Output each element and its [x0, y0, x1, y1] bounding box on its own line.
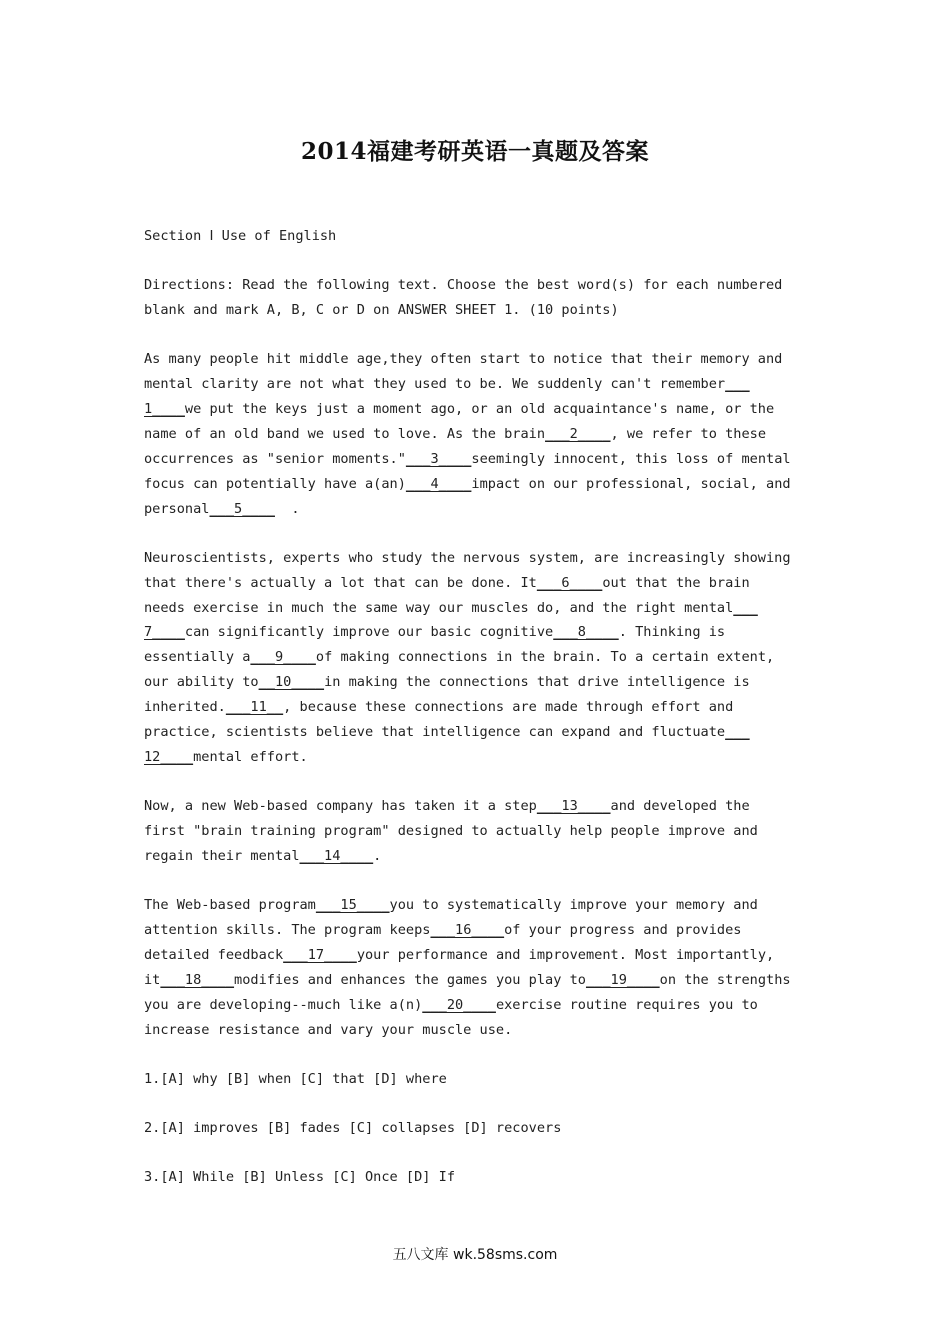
answer-blank: 12____ [144, 748, 194, 765]
answer-blank: ___5____ [209, 500, 275, 517]
answer-blank: ___ [725, 724, 750, 741]
text-line [144, 1067, 824, 1092]
question-1 [144, 1067, 824, 1092]
text-segment: The Web-based program [144, 897, 316, 914]
text-segment: mental effort. [193, 748, 308, 765]
text-segment: can significantly improve our basic cognitive [184, 624, 554, 641]
text-segment: attention skills. The program keeps [144, 921, 431, 938]
text-segment: impact on our professional, social, and [471, 475, 791, 492]
paragraph-spacer [144, 1042, 824, 1066]
text-line [144, 298, 824, 323]
text-segment: modifies and enhances the games you play to [234, 971, 586, 988]
text-segment: personal [144, 500, 210, 517]
answer-blank: ___ [725, 376, 750, 393]
paragraph-spacer [144, 869, 824, 893]
text-line [144, 794, 824, 819]
document-body [144, 224, 824, 1190]
answer-blank: ___8____ [553, 624, 619, 641]
text-line [144, 273, 824, 298]
text-line [144, 844, 824, 869]
text-segment: name of an old band we used to love. As the brain [144, 425, 546, 442]
paragraph-spacer [144, 1092, 824, 1116]
text-line [144, 347, 824, 372]
text-segment: 1.[A] why [B] when [C] that [D] where [144, 1070, 447, 1087]
text-line [144, 695, 824, 720]
text-segment: practice, scientists believe that intelligence can expand and fluctuate [144, 724, 726, 741]
paragraph-spacer [144, 323, 824, 347]
text-line [144, 1018, 824, 1043]
text-segment: you are developing--much like a(n) [144, 996, 423, 1013]
text-segment: our ability to [144, 674, 259, 691]
passage-paragraph-4 [144, 893, 824, 1042]
document-title: 2014福建考研英语一真题及答案 [300, 138, 649, 165]
answer-blank: ___ [733, 599, 758, 616]
text-line [144, 422, 824, 447]
text-line [144, 397, 824, 422]
text-line [144, 497, 824, 522]
text-line [144, 571, 824, 596]
text-line [144, 372, 824, 397]
text-segment: first "brain training program" designed to actually help people improve and [144, 823, 758, 839]
text-line [144, 447, 824, 472]
answer-blank: ___16____ [430, 921, 505, 938]
paragraph-spacer [144, 1141, 824, 1165]
text-segment: Now, a new Web-based company has taken it a step [144, 798, 537, 815]
text-segment: you to systematically improve your memory and [389, 897, 758, 914]
text-line [144, 546, 824, 571]
text-segment: detailed feedback [144, 946, 284, 963]
text-segment: , because these connections are made through effort and [283, 699, 734, 716]
text-line [144, 968, 824, 993]
text-segment: Section Ⅰ Use of English [144, 228, 337, 244]
answer-blank: ___13____ [536, 798, 611, 815]
text-segment: seemingly innocent, this loss of mental [471, 450, 791, 467]
text-segment: needs exercise in much the same way our muscles do, and the right mental [144, 599, 734, 616]
text-segment: regain their mental [144, 847, 300, 864]
text-segment: 3.[A] While [B] Unless [C] Once [D] If [144, 1169, 455, 1186]
answer-blank: ___20____ [422, 996, 496, 1013]
text-line [144, 224, 824, 249]
text-segment: mental clarity are not what they used to be. We suddenly can't remember [144, 376, 726, 393]
answer-blank: __10____ [258, 674, 325, 691]
text-segment: , we refer to these [610, 425, 767, 442]
text-segment: Neuroscientists, experts who study the nervous system, are increasingly showing [144, 549, 791, 566]
paragraph-spacer [144, 249, 824, 273]
text-line [144, 993, 824, 1018]
answer-blank: ___4____ [405, 475, 472, 492]
text-segment: essentially a [144, 649, 251, 666]
text-line [144, 893, 824, 918]
text-line [144, 918, 824, 943]
text-segment: of making connections in the brain. To a certain extent, [315, 649, 775, 666]
answer-blank: ___3____ [405, 450, 472, 467]
text-segment: of your progress and provides [504, 921, 742, 938]
question-3 [144, 1165, 824, 1190]
text-segment: 2.[A] improves [B] fades [C] collapses [D] recovers [144, 1119, 562, 1136]
text-segment: it [144, 971, 161, 988]
text-line [144, 670, 824, 695]
answer-blank: ___19____ [585, 971, 660, 988]
text-segment: . [373, 847, 382, 864]
text-line [144, 1165, 824, 1190]
text-segment: on the strengths [659, 971, 791, 988]
text-segment: . Thinking is [618, 624, 726, 641]
text-line [144, 472, 824, 497]
section-heading [144, 224, 824, 249]
passage-paragraph-1 [144, 347, 824, 521]
text-line [144, 819, 824, 844]
text-line [144, 745, 824, 770]
text-segment: in making the connections that drive intelligence is [324, 674, 750, 691]
page-footer: 五八文库 wk.58sms.com [392, 1247, 558, 1263]
answer-blank: ___6____ [536, 574, 603, 591]
text-segment: exercise routine requires you to [495, 996, 758, 1013]
text-segment: inherited. [144, 699, 226, 716]
text-segment: blank and mark A, B, C or D on ANSWER SHEET 1. (10 points) [144, 302, 619, 319]
answer-blank: ___14____ [299, 847, 374, 864]
text-segment: out that the brain [602, 574, 750, 591]
text-line [144, 943, 824, 968]
paragraph-spacer [144, 522, 824, 546]
text-segment: that there's actually a lot that can be done. It [144, 574, 537, 591]
text-segment: we put the keys just a moment ago, or an old acquaintance's name, or the [184, 401, 775, 418]
question-2 [144, 1116, 824, 1141]
text-segment: increase resistance and vary your muscle use. [144, 1021, 513, 1038]
passage-paragraph-3 [144, 794, 824, 869]
answer-blank: ___15____ [315, 897, 390, 914]
text-line [144, 1116, 824, 1141]
text-segment: and developed the [610, 798, 750, 815]
directions [144, 273, 824, 323]
text-segment: . [274, 500, 300, 517]
answer-blank: ___18____ [160, 971, 235, 988]
answer-blank: 7____ [144, 624, 185, 641]
passage-paragraph-2 [144, 546, 824, 770]
text-line [144, 645, 824, 670]
text-segment: focus can potentially have a(an) [144, 475, 406, 492]
answer-blank: ___11__ [225, 699, 284, 716]
text-segment: Directions: Read the following text. Choose the best word(s) for each numbered [144, 277, 783, 294]
answer-blank: ___2____ [545, 425, 611, 442]
text-line [144, 620, 824, 645]
paragraph-spacer [144, 770, 824, 794]
answer-blank: 1____ [144, 401, 185, 418]
answer-blank: ___9____ [250, 649, 316, 666]
text-line [144, 596, 824, 621]
text-segment: As many people hit middle age,they often start to notice that their memory and [144, 351, 783, 368]
answer-blank: ___17____ [283, 946, 357, 963]
text-segment: your performance and improvement. Most importantly, [356, 946, 775, 963]
text-line [144, 720, 824, 745]
text-segment: occurrences as "senior moments." [144, 450, 406, 467]
